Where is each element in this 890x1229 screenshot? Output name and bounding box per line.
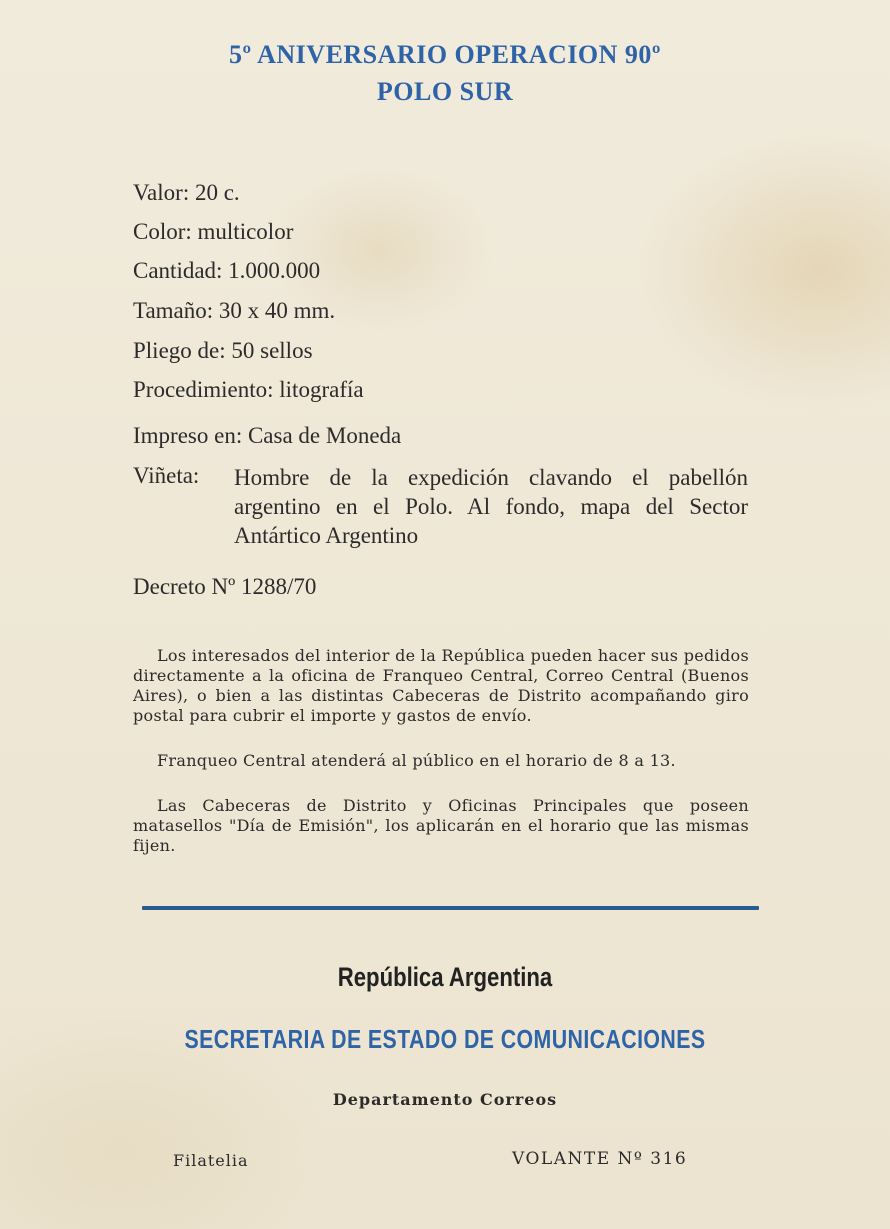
spec-decreto: Decreto Nº 1288/70: [133, 574, 317, 599]
note-paragraph-2: Franqueo Central atenderá al público en el horario de 8 a 13.: [157, 751, 676, 770]
footer-filatelia: Filatelia: [173, 1151, 249, 1170]
title-line-1: 5º ANIVERSARIO OPERACION 90º: [228, 40, 662, 69]
spec-pliego: Pliego de: 50 sellos: [133, 338, 313, 363]
spec-color: Color: multicolor: [133, 219, 294, 244]
footer-volante: VOLANTE Nº 316: [512, 1149, 688, 1169]
footer-departamento: Departamento Correos: [332, 1090, 558, 1109]
spec-vineta-text: Hombre de la expedición clavando el pabellón argentino en el Polo. Al fondo, mapa del Sector Antártico Argentino: [234, 465, 748, 548]
footer-secretaria: SECRETARIA DE ESTADO DE COMUNICACIONES: [184, 1024, 706, 1054]
note-paragraph-3: Las Cabeceras de Distrito y Oficinas Principales que poseen matasellos "Día de Emisión", los aplicarán en el horario que las mismas fijen.: [133, 796, 749, 855]
spec-impreso: Impreso en: Casa de Moneda: [133, 423, 402, 448]
spec-procedimiento: Procedimiento: litografía: [133, 377, 364, 402]
spec-cantidad: Cantidad: 1.000.000: [133, 258, 321, 283]
divider-rule: [142, 906, 759, 910]
spec-tamano: Tamaño: 30 x 40 mm.: [133, 298, 336, 323]
footer-country: República Argentina: [337, 962, 553, 992]
spec-vineta-label: Viñeta:: [133, 463, 200, 488]
spec-valor: Valor: 20 c.: [133, 180, 240, 205]
title-line-2: POLO SUR: [376, 77, 514, 106]
note-paragraph-1: Los interesados del interior de la República pueden hacer sus pedidos directamente a la oficina de Franqueo Central, Correo Central (Buenos Aires), o bien a las distintas Cabeceras de Distrito acompañando giro postal para cubrir el importe y gastos de envío.: [133, 646, 749, 725]
